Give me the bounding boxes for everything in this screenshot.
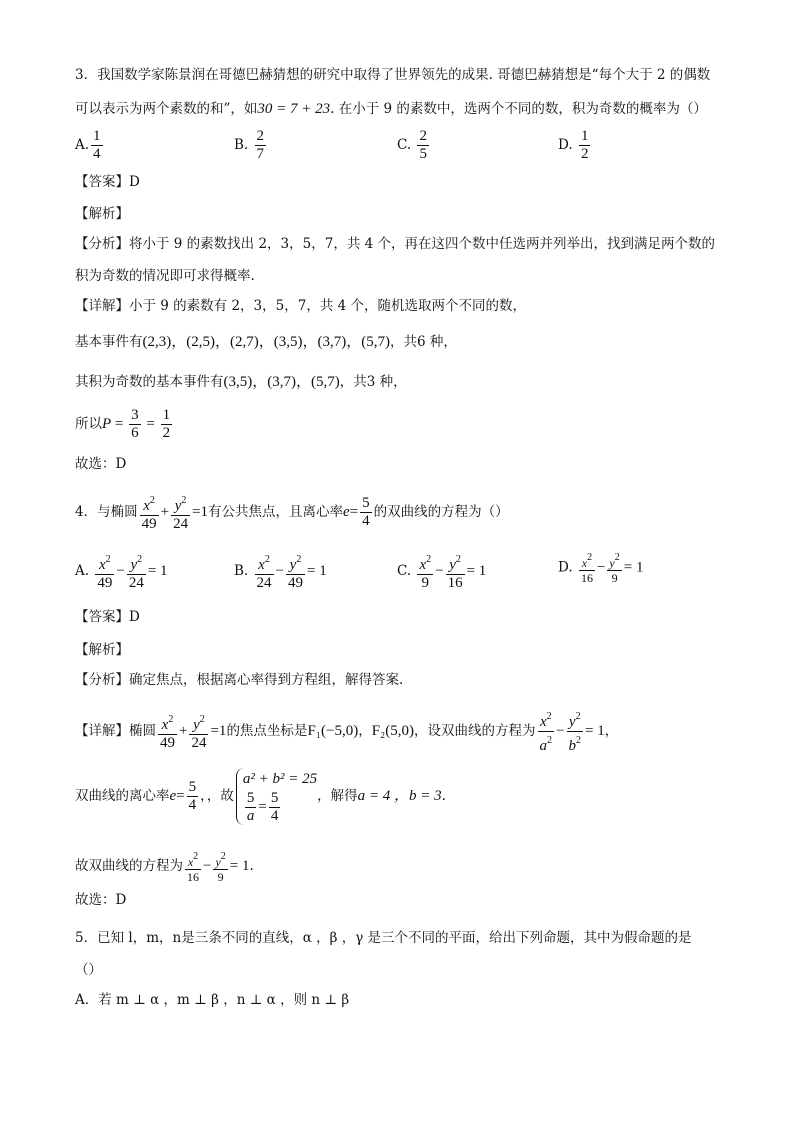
q3-stem-line2 <box>75 99 707 119</box>
q5-option-a: A．若 m ⊥ α ，m ⊥ β ，n ⊥ α ，则 n ⊥ β <box>75 992 350 1008</box>
q3-stem-line2-tail: . 在小于 9 的素数中，选两个不同的数，积为奇数的概率为（） <box>330 101 707 117</box>
focus-f1: F₁(−5,0) <box>307 723 359 739</box>
eccentricity-fraction: $\frac{5}{4}$ <box>362 495 370 529</box>
q3-fraction-1-2: $\frac{1}{2}$ <box>162 407 171 441</box>
q3-stem-line1: 3．我国数学家陈景润在哥德巴赫猜想的研究中取得了世界领先的成果. 哥德巴赫猜想是“每个大于 2 的偶数 <box>75 67 711 83</box>
q3-option-b: B. $\frac{2}{7}$ <box>234 128 265 162</box>
ellipse-y-term: $\frac{y^2}{24}$ <box>171 492 190 533</box>
q4-option-c: C. $\frac{x^2}{9}$ − $\frac{y^2}{16}$ = 1 <box>397 551 486 592</box>
focus-f2: F₂(5,0) <box>371 723 415 739</box>
q3-example-equation: 30 = 7 + 23 <box>257 101 331 117</box>
q3-option-c: C. $\frac{2}{5}$ <box>397 128 427 162</box>
q3-choose: 故选：D <box>75 456 127 472</box>
q3-detail-line2: 基本事件有(2,3)，(2,5)，(2,7)，(3,5)，(3,7)，(5,7)，共6 种， <box>75 334 457 350</box>
q3-option-d: D. $\frac{1}{2}$ <box>558 128 589 162</box>
probability-symbol: P <box>102 416 112 432</box>
q3-odd-events: (3,5)，(3,7)，(5,7) <box>223 374 340 390</box>
q3-detail-line3: 其积为奇数的基本事件有(3,5)，(3,7)，(5,7)，共3 种， <box>75 374 407 390</box>
q3-option-a: A. $\frac{1}{4}$ <box>75 128 101 162</box>
q5-stem-line1: 5．已知 l，m，n是三条不同的直线，α ，β ，γ 是三个不同的平面，给出下列命题，其中为假命题的是 <box>75 930 692 946</box>
q3-fenxi-line1: 【分析】将小于 9 的素数找出 2，3，5，7，共 4 个，再在这四个数中任选两并列举出，找到满足两个数的 <box>75 236 715 252</box>
q3-detail-line4: 所以P = $\frac{3}{6}$ = $\frac{1}{2}$ <box>75 407 171 441</box>
q4-choose: 故选：D <box>75 892 127 908</box>
q3-detail-line1: 【详解】小于 9 的素数有 2，3，5，7，共 4 个，随机选取两个不同的数， <box>75 298 526 314</box>
q4-stem: 4．与椭圆 $\frac{x^2}{49}$ + $\frac{y^2}{24}$ =1有公共焦点，且离心率e= $\frac{5}{4}$ 的双曲线的方程为（） <box>75 492 509 533</box>
q4-detail-line2: 双曲线的离心率e= $\frac{5}{4}$ ，，故 a² + b² = 25 $\frac{5}{a}$ = $\frac{5}{4}$ ，解得a = 4 ，b = 3. <box>75 766 446 826</box>
q4-option-a: A. $\frac{x^2}{49}$ − $\frac{y^2}{24}$ = 1 <box>75 551 168 592</box>
q3-analysis-heading: 【解析】 <box>75 206 129 222</box>
q3-fraction-3-6: $\frac{3}{6}$ <box>131 407 139 441</box>
q3-stem-line2-text: 可以表示为两个素数的和”，如 <box>75 101 258 117</box>
q4-detail-line1: 【详解】椭圆 $\frac{x^2}{49}$ + $\frac{y^2}{24}$ =1的焦点坐标是F₁(−5,0)，F₂(5,0)，设双曲线的方程为 $\frac{x^2}{a^2}$ − $\frac{y^2}{b^2}$ = 1， <box>75 708 618 755</box>
q5-stem-line2: （） <box>75 962 102 978</box>
q4-option-d: D. $\frac{x^2}{16}$ − $\frac{y^2}{9}$ = 1 <box>558 552 644 585</box>
q3-fenxi-line2: 积为奇数的情况即可求得概率. <box>75 268 255 284</box>
q4-option-b: B. $\frac{x^2}{24}$ − $\frac{y^2}{49}$ = 1 <box>234 551 327 592</box>
equation-system: a² + b² = 25 $\frac{5}{a}$ = $\frac{5}{4}$ <box>236 768 317 825</box>
q4-answer: 【答案】D <box>75 609 140 625</box>
q4-detail-line3: 故双曲线的方程为 $\frac{x^2}{16}$ − $\frac{y^2}{9}$ = 1. <box>75 850 254 884</box>
ellipse-x-term: $\frac{x^2}{49}$ <box>140 492 159 533</box>
q4-fenxi: 【分析】确定焦点，根据离心率得到方程组，解得答案. <box>75 672 404 688</box>
q3-answer: 【答案】D <box>75 174 140 190</box>
q4-analysis-heading: 【解析】 <box>75 642 129 658</box>
q3-basic-events: (2,3)，(2,5)，(2,7)，(3,5)，(3,7)，(5,7) <box>142 334 390 350</box>
